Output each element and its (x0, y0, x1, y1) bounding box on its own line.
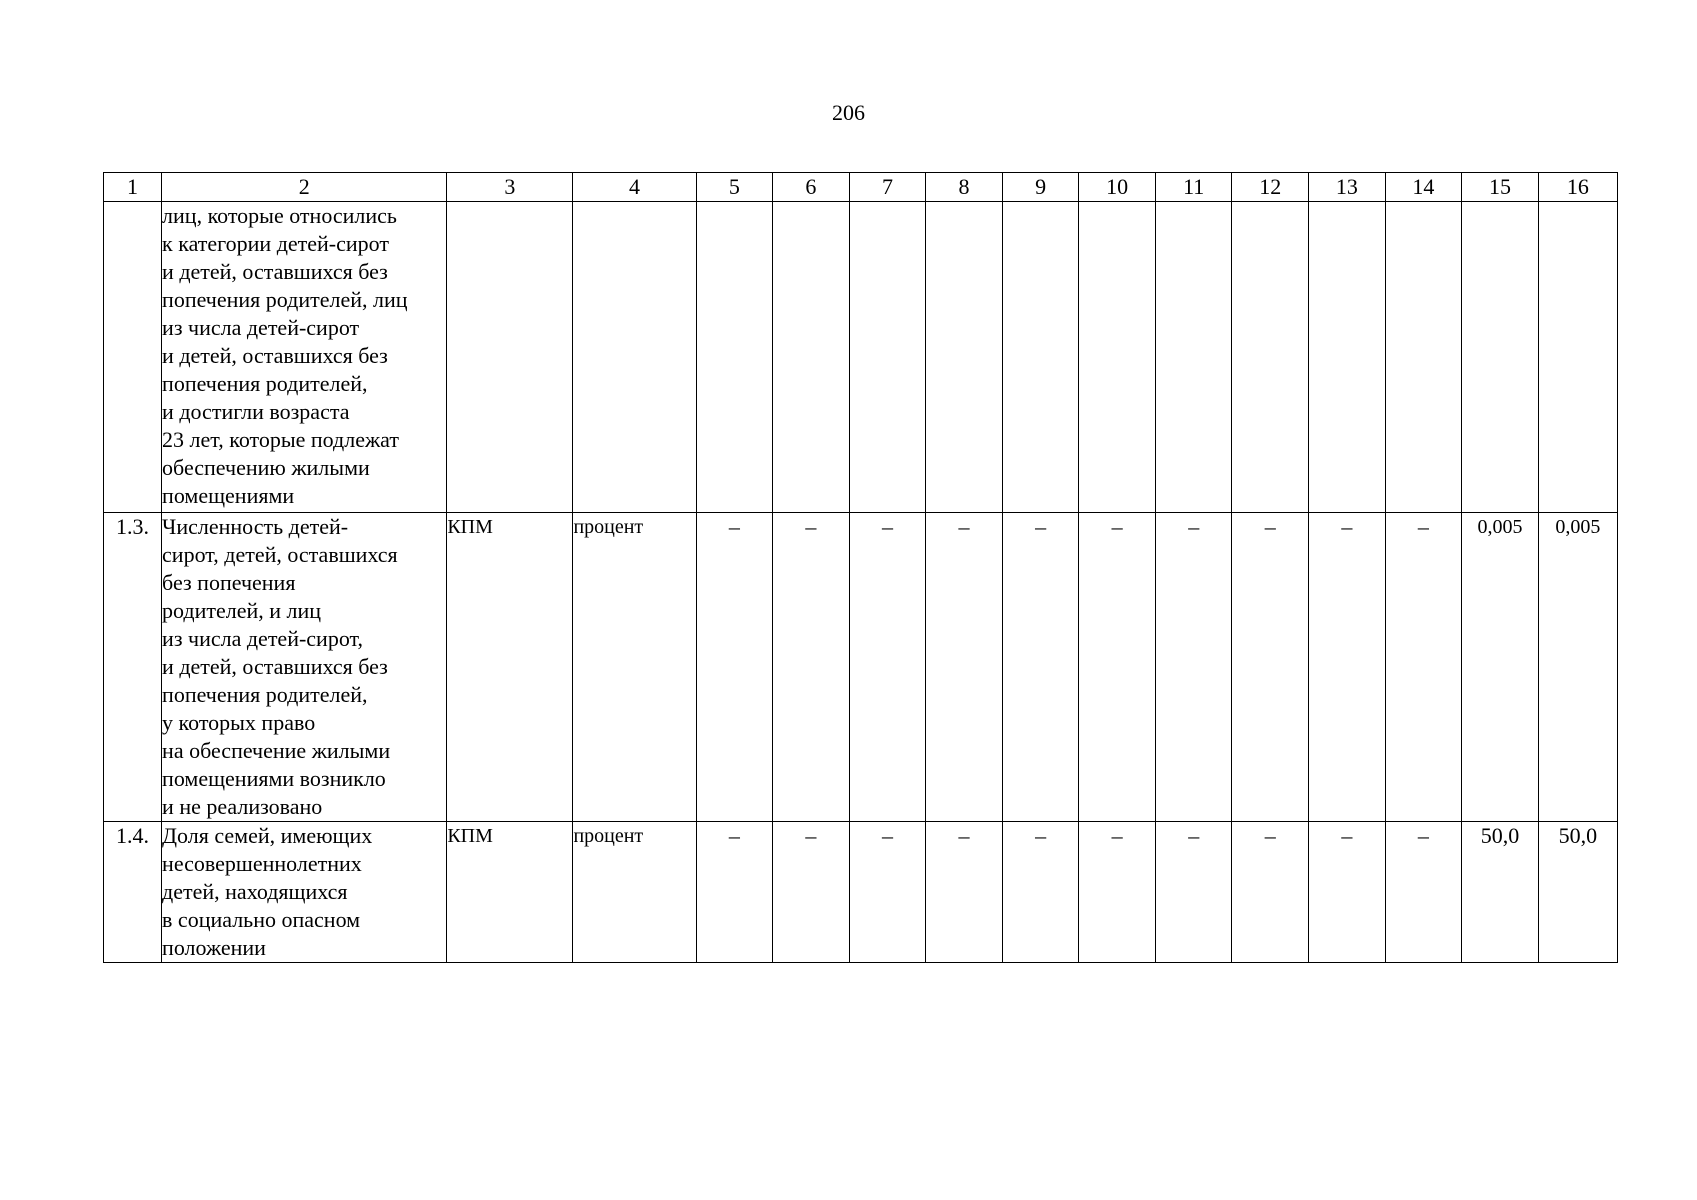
indicator-line: попечения родителей, (162, 371, 368, 396)
value-cell: 0,005 (1462, 513, 1539, 822)
value-cell (696, 202, 773, 513)
value-cell (926, 202, 1003, 513)
indicator-line: без попечения (162, 570, 296, 595)
value-cell (1462, 202, 1539, 513)
indicator-line: 23 лет, которые подлежат (162, 427, 399, 452)
column-header: 12 (1232, 173, 1309, 202)
indicator-line: и не реализовано (162, 794, 323, 819)
indicator-line: несовершеннолетних (162, 851, 362, 876)
value-cell (1155, 202, 1232, 513)
value-cell: 50,0 (1462, 822, 1539, 963)
indicator-line: из числа детей-сирот, (162, 626, 364, 651)
value-cell: – (1002, 822, 1079, 963)
value-cell: – (1079, 822, 1156, 963)
value-cell: – (696, 513, 773, 822)
column-header: 2 (162, 173, 447, 202)
indicator-line: помещениями (162, 483, 295, 508)
value-cell (1002, 202, 1079, 513)
table-row (104, 822, 1618, 963)
table-row (104, 513, 1618, 822)
value-cell: – (1309, 513, 1386, 822)
value-cell: 50,0 (1538, 822, 1617, 963)
header-row (104, 173, 1618, 202)
indicator-line: обеспечению жилыми (162, 455, 370, 480)
indicator-line: в социально опасном (162, 907, 361, 932)
indicator-name (162, 513, 447, 822)
value-cell: – (773, 822, 850, 963)
value-cell: 0,005 (1538, 513, 1617, 822)
unit-cell (573, 202, 696, 513)
column-header: 6 (773, 173, 850, 202)
column-header: 15 (1462, 173, 1539, 202)
source-cell (447, 202, 573, 513)
unit-cell: процент (573, 822, 696, 963)
indicator-line: Доля семей, имеющих (162, 823, 373, 848)
indicator-table (103, 172, 1618, 963)
column-header: 8 (926, 173, 1003, 202)
indicator-line: положении (162, 935, 266, 960)
value-cell (1385, 202, 1462, 513)
column-header: 5 (696, 173, 773, 202)
indicator-line: сирот, детей, оставшихся (162, 542, 398, 567)
table-row (104, 202, 1618, 513)
value-cell: – (1385, 513, 1462, 822)
column-header: 14 (1385, 173, 1462, 202)
column-header: 9 (1002, 173, 1079, 202)
value-cell: – (1232, 822, 1309, 963)
source-cell: КПМ (447, 513, 573, 822)
indicator-line: к категории детей-сирот (162, 231, 389, 256)
value-cell: – (1385, 822, 1462, 963)
value-cell: – (1232, 513, 1309, 822)
value-cell (1232, 202, 1309, 513)
indicator-line: из числа детей-сирот (162, 315, 360, 340)
indicator-line: на обеспечение жилыми (162, 738, 391, 763)
value-cell: – (926, 822, 1003, 963)
indicator-line: и достигли возраста (162, 399, 350, 424)
value-cell: – (1309, 822, 1386, 963)
indicator-line: и детей, оставшихся без (162, 259, 388, 284)
column-header: 3 (447, 173, 573, 202)
indicator-line: попечения родителей, (162, 682, 368, 707)
value-cell: – (1079, 513, 1156, 822)
value-cell: – (926, 513, 1003, 822)
column-header: 7 (849, 173, 926, 202)
indicator-name (162, 202, 447, 513)
indicator-line: Численность детей- (162, 514, 349, 539)
column-header: 11 (1155, 173, 1232, 202)
row-number (104, 202, 162, 513)
page-number: 206 (832, 100, 865, 125)
indicator-line: лиц, которые относились (162, 203, 397, 228)
value-cell: – (1155, 513, 1232, 822)
indicator-line: детей, находящихся (162, 879, 348, 904)
table-body (104, 202, 1618, 963)
column-header: 10 (1079, 173, 1156, 202)
indicator-line: и детей, оставшихся без (162, 654, 388, 679)
column-header: 4 (573, 173, 696, 202)
value-cell: – (849, 513, 926, 822)
value-cell: – (1002, 513, 1079, 822)
indicator-line: у которых право (162, 710, 316, 735)
value-cell (1309, 202, 1386, 513)
value-cell: – (696, 822, 773, 963)
indicator-line: родителей, и лиц (162, 598, 322, 623)
indicator-line: и детей, оставшихся без (162, 343, 388, 368)
unit-cell: процент (573, 513, 696, 822)
value-cell (1079, 202, 1156, 513)
value-cell (849, 202, 926, 513)
indicator-line: попечения родителей, лиц (162, 287, 408, 312)
value-cell: – (773, 513, 850, 822)
column-header: 13 (1309, 173, 1386, 202)
value-cell: – (1155, 822, 1232, 963)
table-header (104, 173, 1618, 202)
row-number: 1.3. (104, 513, 162, 822)
value-cell: – (849, 822, 926, 963)
source-cell: КПМ (447, 822, 573, 963)
value-cell (773, 202, 850, 513)
value-cell (1538, 202, 1617, 513)
indicator-name (162, 822, 447, 963)
column-header: 16 (1538, 173, 1617, 202)
indicator-line: помещениями возникло (162, 766, 386, 791)
column-header: 1 (104, 173, 162, 202)
row-number: 1.4. (104, 822, 162, 963)
